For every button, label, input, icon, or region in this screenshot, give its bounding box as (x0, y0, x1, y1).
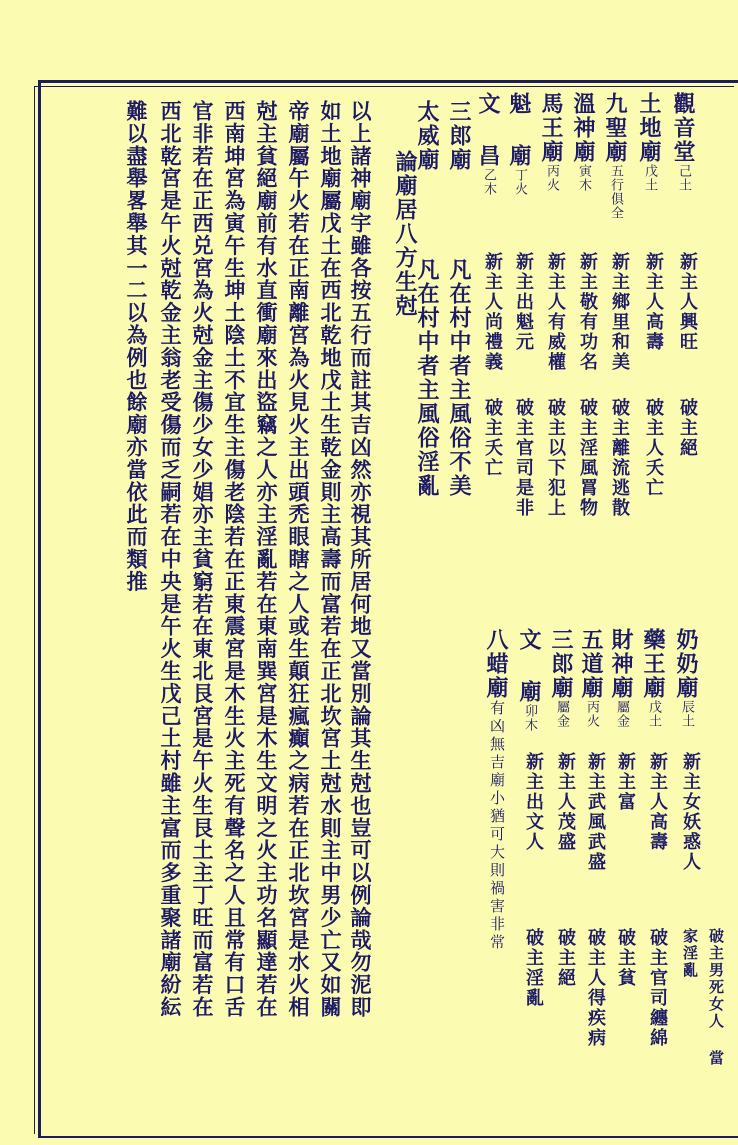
entry-good: 新主出魁元 (513, 252, 534, 352)
essay-line: 帝廟屬午火若在正南離宮為火見火主出頭禿眼瞎之人或生顛狂瘋癲之病若在正北坎宮是水火相 (286, 100, 311, 1019)
note-name: 三郎廟 (446, 100, 472, 172)
bottom-entry-name (516, 628, 542, 732)
essay-line: 以上諸神廟宇雖各按五行而註其吉凶然亦視其所居何地又當別論其生尅也豈可以例論哉勿泥即 (348, 100, 373, 1019)
entry-name: 觀音堂 (670, 92, 696, 164)
entry-good: 新主敬有功名 (577, 252, 598, 372)
entry-tag: 丙火 (584, 700, 599, 728)
entry-name: 九聖廟 (602, 92, 628, 164)
essay-line: 官非若在正西兑宮為火尅金主傷少女少娼亦主貧窮若在東北艮宮是午火生艮土主丁旺而富若在 (190, 100, 215, 1019)
note-text: 凡在村中者主風俗淫亂 (414, 258, 440, 498)
entry-good: 新主人尚禮義 (482, 252, 503, 372)
entry-tag: 寅木 (576, 164, 591, 192)
entry-bad: 破主官司是非 (513, 398, 534, 518)
entry-bad: 破主貧 (615, 928, 636, 988)
bottom-entry-name (578, 628, 604, 728)
essay-line: 難以盡舉畧舉其一二以為例也餘廟亦當依此而類推 (124, 100, 149, 593)
essay-line: 如土地廟屬戊土在西北乾地戊土生乾金則主高壽而富若在正北坎宮土尅水則主中男少亡又如關 (318, 100, 343, 1019)
essay-line: 西南坤宮為寅午生坤土陰土不宜生主傷老陰若在正東震宮是木生火主死有聲名之人且常有口舌 (222, 100, 247, 1019)
entry-bad: 破主官司纏綿 (647, 928, 668, 1048)
entry-good: 新主人茂盛 (555, 752, 576, 852)
top-entry-name (475, 92, 501, 196)
top-entry-name (670, 92, 696, 192)
bottom-entry-name (640, 628, 666, 728)
top-entry-name (570, 92, 596, 192)
entry-good: 有凶無吉廟小猶可大則禍害非常 (488, 700, 506, 952)
entry-bad: 破主絕 (677, 398, 698, 458)
entry-name: 財神廟 (608, 628, 634, 700)
entry-name: 魁 廟 (506, 92, 532, 168)
entry-tag: 卯木 (522, 704, 537, 732)
bottom-entry-name (548, 628, 574, 728)
entry-bad: 破主離流逃散 (609, 398, 630, 518)
entry-good: 新主富 (615, 752, 636, 812)
entry-name: 五道廟 (578, 628, 604, 700)
entry-bad: 破主人夭亡 (643, 398, 664, 498)
entry-good: 新主武風武盛 (585, 752, 606, 872)
entry-name: 奶奶廟 (673, 628, 699, 700)
entry-name: 八蜡廟 (483, 628, 509, 700)
note-name: 太威廟 (414, 100, 440, 172)
entry-bad: 破主男死女人 當家淫亂 (681, 928, 725, 1067)
entry-tag: 戊土 (642, 164, 657, 192)
entry-good: 新主女妖惑人 (680, 752, 701, 872)
entry-tag: 丁火 (512, 168, 527, 196)
entry-bad: 破主絕 (555, 928, 576, 988)
top-entry-name (538, 92, 564, 192)
entry-good: 新主人高壽 (647, 752, 668, 852)
bottom-entry-name (673, 628, 699, 728)
entry-tag: 屬金 (554, 700, 569, 728)
entry-bad: 破主以下犯上 (545, 398, 566, 518)
essay-line: 西北乾宮是午火尅乾金主翁老受傷而乏嗣若在中央是午火生戊己土村雖主富而多重聚諸廟紛紜 (158, 100, 183, 1019)
entry-good: 新主出文人 (523, 752, 544, 852)
top-entry-name (602, 92, 628, 220)
entry-bad: 破主夭亡 (482, 398, 503, 478)
entry-tag: 屬金 (614, 700, 629, 728)
entry-good: 新主人有威權 (545, 252, 566, 372)
top-entry-name (506, 92, 532, 196)
entry-good: 新主人高壽 (643, 252, 664, 352)
entry-good: 新主鄉里和美 (609, 252, 630, 372)
note-text: 凡在村中者主風俗不美 (446, 258, 472, 498)
entry-name: 藥王廟 (640, 628, 666, 700)
essay-line: 尅主貧絕廟前有水直衝廟來出盜竊之人亦主淫亂若在東南巽宮是木生文明之火主功名顯達若在 (254, 100, 279, 1019)
entry-tag: 五行俱全 (608, 164, 623, 220)
bottom-entry-name (483, 628, 509, 700)
entry-good: 新主人興旺 (677, 252, 698, 352)
entry-tag: 戊土 (646, 700, 661, 728)
essay-title: 論廟居八方生尅 (392, 150, 418, 318)
entry-name: 文 昌 (475, 92, 501, 168)
bottom-entry-name (608, 628, 634, 728)
entry-bad: 破主人得疾病 (585, 928, 606, 1048)
entry-bad: 破主淫亂 (523, 928, 544, 1008)
entry-name: 土地廟 (636, 92, 662, 164)
entry-tag: 辰土 (679, 700, 694, 728)
top-entry-name (636, 92, 662, 192)
entry-tag: 丙火 (544, 164, 559, 192)
entry-name: 溫神廟 (570, 92, 596, 164)
entry-bad: 破主淫風罥物 (577, 398, 598, 518)
entry-name: 馬王廟 (538, 92, 564, 164)
entry-name: 三郎廟 (548, 628, 574, 700)
entry-tag: 乙木 (481, 168, 496, 196)
entry-tag: 己土 (676, 164, 691, 192)
entry-name: 文 廟 (516, 628, 542, 704)
